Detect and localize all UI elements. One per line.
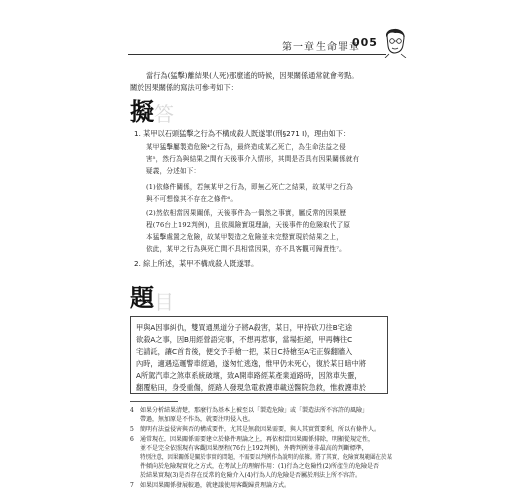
answer-sub-line: (1)依條件關係，若無某甲之行為，即無乙死亡之結果，故某甲之行為 (146, 183, 353, 191)
answer-sub-line: 本猛擊處置之危險，故某甲製造之危險並未完整實現於結果之上， (146, 233, 344, 241)
answer-line: 疑義，分述如下： (146, 167, 201, 175)
answer-line: 害⁵，然行為與結果之間有天後事介入情形，其間是否具有因果關係就有 (146, 155, 360, 163)
footnote-line: 簡明有法益侵害與否的構成要件，尤其是無殺因果需要，與人其實質要利，所以有條件人。 (140, 426, 381, 433)
question-heading-ghost-char: 目 (154, 290, 174, 314)
answer-point-1: 1. 某甲以石頭猛擊之行為不構成殺人既遂罪(刑§271 I)，理由如下： (134, 129, 351, 138)
question-line: 內時，適遇巡邏警車經過，遂匆忙逃逸，惟甲仍未死心，復於某日暗中將 (136, 359, 367, 368)
footnote-marker: 7 (130, 482, 134, 489)
answer-heading-ghost-char: 答 (154, 102, 174, 126)
answer-point-2: 2. 綜上所述，某甲不構成殺人既遂罪。 (134, 259, 259, 268)
answer-sub-line: (2)然依相當因果關係，天後事件為一偶然之事實，屬反常的因果歷 (146, 209, 347, 217)
footnote-line: 如果因果關係發展較過，就建議使用客觀歸責理論方式。 (140, 482, 291, 489)
intro-line: 關於因果關係的寫法可參考如下： (130, 83, 238, 92)
answer-heading-char: 擬 (130, 98, 154, 126)
answer-sub-line: 與不可想像其不存在之條件⁶。 (146, 195, 238, 203)
footnote-line: 通常現在，因果關係需要建立於條件理論之上，再依相當因果關係排除，明顯從規定性， (140, 436, 375, 443)
intro-line: 當行為(猛擊)離結果(人死)那麼遙的時候，因果關係通常就會考點。 (146, 71, 359, 80)
answer-sub-line: 依此，某甲之行為與死亡間不具相當因果，亦不具客觀可歸責性⁷。 (146, 245, 346, 253)
question-heading-char: 題 (130, 284, 154, 312)
footnote-line: 並不是完全依照現有客觀因果歷程(76台上192判例)，外聘判例並非最高的判斷標準， (140, 445, 368, 452)
chapter-title: 生命罪章 (316, 42, 360, 53)
footnote-marker: 6 (130, 436, 134, 443)
question-line: 宅請託，讓C首肯後，便交予手槍一把，某日C持槍至A宅正躲翻牆入 (136, 347, 353, 356)
footnote-line: 帶過，無加原是不作為，就要注明侵入也。 (140, 416, 255, 423)
footnote-line: 於結果實現(3)是否存在反常的危險介入(4)行為人的危險是否屬於刑法上所不容許。 (140, 472, 361, 479)
footnote-line: 特別注意，因果關係是關於事實的問題，不需要以判例作為說明的依據。將了其實，危險實現範圍在於某 (140, 454, 393, 461)
footnote-rule (130, 401, 178, 402)
footnote-line: 如果分析結果清楚，那麼行為基本上被至以「製造危險」或「製造法所不容許的風險」 (140, 407, 369, 414)
footnote-line: 件傾向於危險現實化之方式，在考試上的理解作用：(1)行為之危險性(2)所產生的危險是否 (140, 463, 379, 470)
question-line: 甲與A因事糾仇，雙買通黑道分子將A殺害，某日，甲持砍刀往B宅途 (136, 323, 353, 332)
question-line: 欲殺A之事，因B用經營語完事，不想再惹事，當場拒絕，甲再轉往C (136, 335, 353, 344)
question-line: 翻覆粘田，身受重傷，經路人發現急電救護車載送醫院急救，惟救護車於 (136, 383, 367, 392)
answer-line: 某甲猛擊屬製造危險⁴之行為，最終造成某乙死亡，為生命法益之侵 (146, 143, 346, 151)
page-number: 005 (352, 36, 378, 49)
question-line: A所駕汽車之煞車系統破壞，致A開車路經某產業道路時，因煞車失靈， (136, 371, 362, 380)
footnote-marker: 5 (130, 426, 134, 433)
chapter-label: 第一章 (282, 42, 315, 53)
header-rule (128, 54, 386, 55)
footnote-marker: 4 (130, 407, 134, 414)
answer-sub-line: 程(76台上192判例)，且依風險實現理論，天後事件的危險取代了原 (146, 221, 351, 229)
